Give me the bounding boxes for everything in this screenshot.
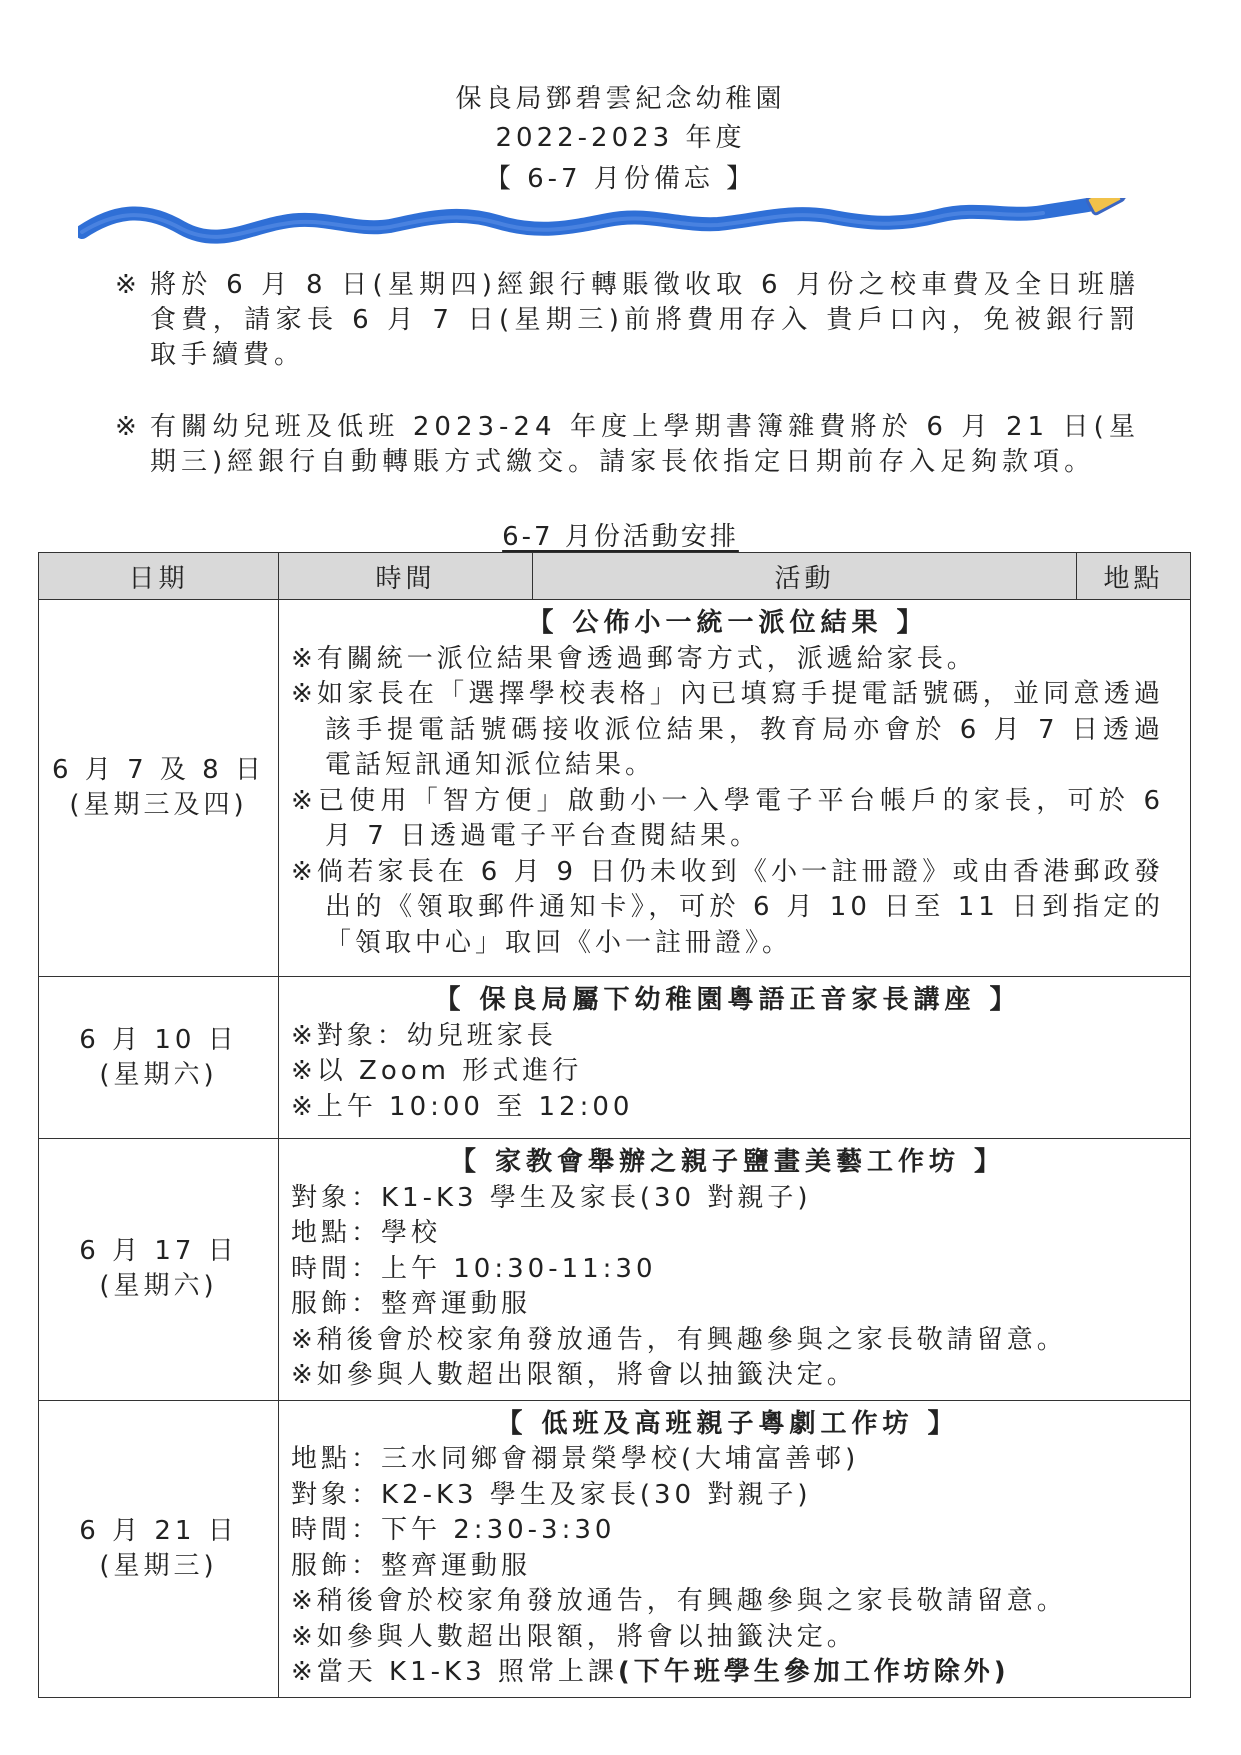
reference-mark-icon: ※ [115,412,142,442]
event-line: ※已使用「智方便」啟動小一入學電子平台帳戶的家長，可於 6 月 7 日透過電子平台查閱結果。 [291,785,1164,851]
event-line: ※當天 K1-K3 照常上課(下午班學生參加工作坊除外) [291,1657,1010,1687]
event-line: 服飾：整齊運動服 [291,1550,532,1581]
table-row [39,977,1191,1139]
event-date: 6 月 7 及 8 日 (星期三及四) [39,600,279,977]
event-line: ※有關統一派位結果會透過郵寄方式，派遞給家長。 [291,643,977,674]
header-date: 日期 [39,553,279,600]
event-details [279,1400,1191,1697]
event-line: 對象：K1-K3 學生及家長(30 對親子) [291,1182,812,1213]
table-row [39,600,1191,977]
event-line: ※以 Zoom 形式進行 [291,1056,583,1086]
table-header-row [39,553,1191,600]
event-title: 【 低班及高班親子粵劇工作坊 】 [496,1408,959,1439]
event-date: 6 月 21 日 (星期三) [39,1400,279,1697]
event-line: ※稍後會於校家角發放通告，有興趣參與之家長敬請留意。 [291,1324,1067,1355]
event-line: ※如參與人數超出限額，將會以抽籤決定。 [291,1621,857,1652]
event-details [279,977,1191,1139]
event-title: 【 保良局屬下幼稚園粵語正音家長講座 】 [434,985,1021,1015]
event-details [279,600,1191,977]
event-date: 6 月 10 日 (星期六) [39,977,279,1139]
event-line: ※稍後會於校家角發放通告，有興趣參與之家長敬請留意。 [291,1586,1067,1616]
header-activity: 活動 [533,553,1077,600]
event-line: ※上午 10:00 至 12:00 [291,1091,634,1122]
event-line: 地點：三水同鄉會禤景榮學校(大埔富善邨) [291,1444,860,1474]
event-date: 6 月 17 日 (星期六) [39,1139,279,1401]
event-line: 地點：學校 [291,1218,442,1248]
schedule-table [38,552,1191,1698]
school-name: 保良局鄧碧雲紀念幼稚園 [455,84,786,114]
book-fee-note [115,410,1140,480]
reference-mark-icon: ※ [115,270,142,300]
event-line: ※如家長在「選擇學校表格」內已填寫手提電話號碼，並同意透過該手提電話號碼接收派位結果，教育局亦會於 6 月 7 日透過電話短訊通知派位結果。 [291,679,1164,780]
fee-note [115,268,1140,373]
event-line: ※如參與人數超出限額，將會以抽籤決定。 [291,1360,857,1390]
event-line: 時間：上午 10:30-11:30 [291,1253,657,1284]
event-line: 時間：下午 2:30-3:30 [291,1515,616,1545]
event-line: ※對象：幼兒班家長 [291,1020,557,1051]
event-line: 服飾：整齊運動服 [291,1289,532,1319]
event-title: 【 家教會舉辦之親子鹽畫美藝工作坊 】 [449,1147,1006,1177]
schedule-title: 6-7 月份活動安排 [502,522,739,552]
fee-note-text: 將於 6 月 8 日(星期四)經銀行轉賬徵收取 6 月份之校車費及全日班膳食費，請家長 6 月 7 日(星期三)前將費用存入 貴戶口內，免被銀行罰取手續費。 [150,270,1140,370]
event-details [279,1139,1191,1401]
memo-title: 【 6-7 月份備忘 】 [484,164,757,194]
header-place: 地點 [1077,553,1191,600]
book-fee-note-text: 有關幼兒班及低班 2023-24 年度上學期書簿雜費將於 6 月 21 日(星期三)經銀行自動轉賬方式繳交。請家長依指定日期前存入足夠款項。 [150,412,1140,477]
table-row [39,1139,1191,1401]
event-title: 【 公佈小一統一派位結果 】 [527,608,928,638]
header-time: 時間 [279,553,533,600]
event-line: ※倘若家長在 6 月 9 日仍未收到《小一註冊證》或由香港郵政發出的《領取郵件通知卡》，可於 6 月 10 日至 11 日到指定的「領取中心」取回《小一註冊證》。 [291,856,1164,958]
school-year: 2022-2023 年度 [495,123,746,153]
wave-pencil-icon [78,198,1168,246]
event-line: 對象：K2-K3 學生及家長(30 對親子) [291,1479,812,1510]
table-row [39,1400,1191,1697]
